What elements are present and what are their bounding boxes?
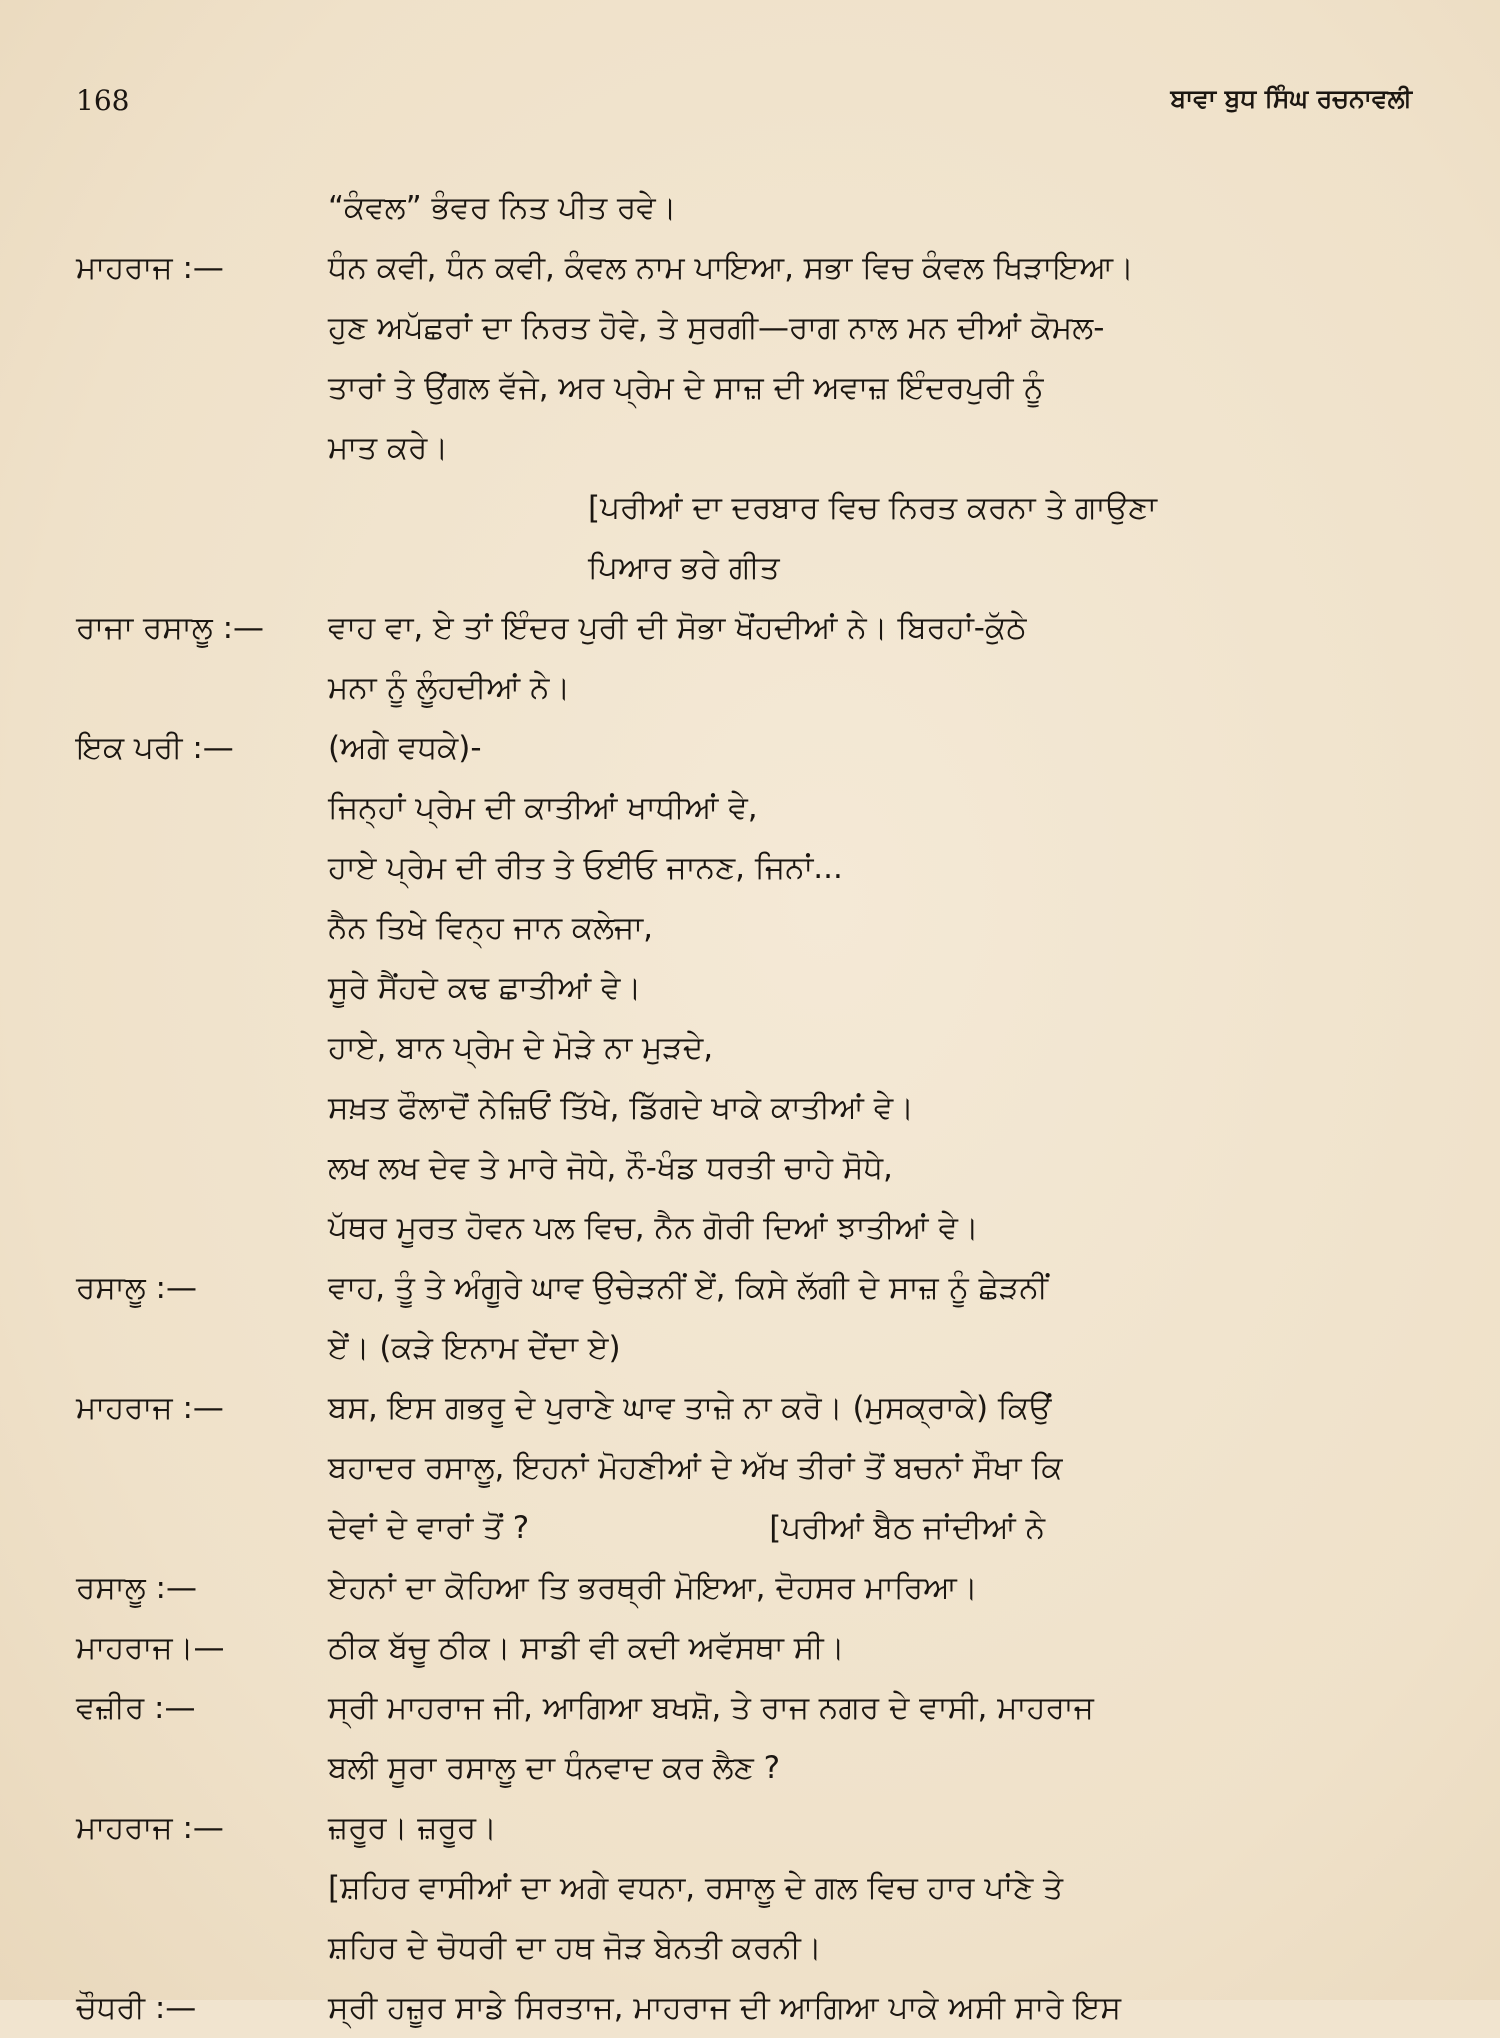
dialogue-line: ਵਾਹ ਵਾ, ਏ ਤਾਂ ਇੰਦਰ ਪੁਰੀ ਦੀ ਸੋਭਾ ਖੋਂਹਦੀਆਂ ਨੇ। ਬਿਰਹਾਂ-ਕੁੱਠੇ (328, 610, 1027, 646)
speaker-name: ਮਾਹਰਾਜ।— (76, 1630, 225, 1666)
speaker-name: ਚੌਧਰੀ :— (76, 1990, 197, 2026)
verse-line: ਨੈਨ ਤਿਖੇ ਵਿਨ੍ਹ ਜਾਨ ਕਲੇਜਾ, (328, 910, 653, 946)
dialogue-row (76, 238, 1412, 478)
dialogue-row (76, 1678, 1412, 1798)
dialogue-row (76, 1798, 1412, 1978)
verse-line: “ਕੰਵਲ” ਭੰਵਰ ਨਿਤ ਪੀਤ ਰਵੇ। (328, 190, 677, 226)
dialogue-row (76, 1378, 1412, 1558)
speaker-name: ਰਾਜਾ ਰਸਾਲੂ :— (76, 610, 265, 646)
dialogue-row (76, 1978, 1412, 2038)
play-text (76, 178, 1412, 2038)
speaker-name: ਰਸਾਲੂ :— (76, 1570, 197, 1606)
dialogue-line: ਬਸ, ਇਸ ਗਭਰੂ ਦੇ ਪੁਰਾਣੇ ਘਾਵ ਤਾਜ਼ੇ ਨਾ ਕਰੋ। (ਮੁਸਕ੍ਰਾਕੇ) ਕਿਉਂ (328, 1390, 1052, 1426)
dialogue-line: ਧੰਨ ਕਵੀ, ਧੰਨ ਕਵੀ, ਕੰਵਲ ਨਾਮ ਪਾਇਆ, ਸਭਾ ਵਿਚ ਕੰਵਲ ਖਿੜਾਇਆ। (328, 250, 1134, 286)
verse-line: ਜਿਨ੍ਹਾਂ ਪ੍ਰੇਮ ਦੀ ਕਾਤੀਆਂ ਖਾਧੀਆਂ ਵੇ, (328, 790, 758, 826)
verse-line: ਪੱਥਰ ਮੂਰਤ ਹੋਵਨ ਪਲ ਵਿਚ, ਨੈਨ ਗੋਰੀ ਦਿਆਂ ਝਾਤੀਆਂ ਵੇ। (328, 1210, 979, 1246)
dialogue-line: ਏਹਨਾਂ ਦਾ ਕੋਹਿਆ ਤਿ ਭਰਥ੍ਰੀ ਮੋਇਆ, ਦੋਹਸਰ ਮਾਰਿਆ। (328, 1570, 978, 1606)
dialogue-row (76, 598, 1412, 718)
stage-direction-line: ਪਿਆਰ ਭਰੇ ਗੀਤ (588, 550, 780, 586)
dialogue-line: ਸ੍ਰੀ ਮਾਹਰਾਜ ਜੀ, ਆਗਿਆ ਬਖਸ਼ੋ, ਤੇ ਰਾਜ ਨਗਰ ਦੇ ਵਾਸੀ, ਮਾਹਰਾਜ (328, 1690, 1094, 1726)
dialogue-line: ਬਲੀ ਸੂਰਾ ਰਸਾਲੂ ਦਾ ਧੰਨਵਾਦ ਕਰ ਲੈਣ ? (328, 1750, 781, 1786)
speaker-name: ਮਾਹਰਾਜ :— (76, 250, 224, 286)
dialogue-line: ਹੁਣ ਅਪੱਛਰਾਂ ਦਾ ਨਿਰਤ ਹੋਵੇ, ਤੇ ਸੁਰਗੀ—ਰਾਗ ਨਾਲ ਮਨ ਦੀਆਂ ਕੋਮਲ- (328, 310, 1105, 346)
running-title: ਬਾਵਾ ਬੁਧ ਸਿੰਘ ਰਚਨਾਵਲੀ (1170, 84, 1412, 113)
speaker-name: ਰਸਾਲੂ :— (76, 1270, 197, 1306)
dialogue-line: ਮਨਾ ਨੂੰ ਲੂੰਹਦੀਆਂ ਨੇ। (328, 670, 571, 706)
stage-direction (76, 478, 1412, 598)
verse-line: ਲਖ ਲਖ ਦੇਵ ਤੇ ਮਾਰੇ ਜੋਧੇ, ਨੌ-ਖੰਡ ਧਰਤੀ ਚਾਹੇ ਸੋਧੇ, (328, 1150, 893, 1186)
dialogue-line: ਤਾਰਾਂ ਤੇ ਉਂਗਲ ਵੱਜੇ, ਅਰ ਪ੍ਰੇਮ ਦੇ ਸਾਜ਼ ਦੀ ਅਵਾਜ਼ ਇੰਦਰਪੁਰੀ ਨੂੰ (328, 370, 1044, 406)
page-number: 168 (76, 84, 130, 117)
speaker-name: ਮਾਹਰਾਜ :— (76, 1810, 224, 1846)
stage-direction-line: [ਪਰੀਆਂ ਦਾ ਦਰਬਾਰ ਵਿਚ ਨਿਰਤ ਕਰਨਾ ਤੇ ਗਾਉਣਾ (588, 490, 1158, 526)
dialogue-row (76, 178, 1412, 238)
dialogue-line: (ਅਗੇ ਵਧਕੇ)- (328, 730, 482, 766)
dialogue-row (76, 718, 1412, 1258)
dialogue-line (328, 1498, 1412, 1558)
speaker-name: ਵਜ਼ੀਰ :— (76, 1690, 196, 1726)
verse-line: ਸਖ਼ਤ ਫੌਲਾਦੋਂ ਨੇਜ਼ਿਓਂ ਤਿੱਖੇ, ਡਿੱਗਦੇ ਖਾਕੇ ਕਾਤੀਆਂ ਵੇ। (328, 1090, 915, 1126)
speaker-name: ਇਕ ਪਰੀ :— (76, 730, 234, 766)
dialogue-line: ਬਹਾਦਰ ਰਸਾਲੂ, ਇਹਨਾਂ ਮੋਹਣੀਆਂ ਦੇ ਅੱਖ ਤੀਰਾਂ ਤੋਂ ਬਚਨਾਂ ਸੌਖਾ ਕਿ (328, 1450, 1063, 1486)
verse-line: ਹਾਏ ਪ੍ਰੇਮ ਦੀ ਰੀਤ ਤੇ ਓਈਓ ਜਾਨਣ, ਜਿਨਾਂ... (328, 850, 843, 886)
stage-direction-line: [ਸ਼ਹਿਰ ਵਾਸੀਆਂ ਦਾ ਅਗੇ ਵਧਨਾ, ਰਸਾਲੂ ਦੇ ਗਲ ਵਿਚ ਹਾਰ ਪਾਂਣੇ ਤੇ (328, 1870, 1064, 1906)
page-header (76, 84, 1412, 124)
dialogue-line: ਸ੍ਰੀ ਹਜ਼ੂਰ ਸਾਡੇ ਸਿਰਤਾਜ, ਮਾਹਰਾਜ ਦੀ ਆਗਿਆ ਪਾਕੇ ਅਸੀ ਸਾਰੇ ਇਸ (328, 1990, 1121, 2026)
stage-direction-line: ਸ਼ਹਿਰ ਦੇ ਚੋਧਰੀ ਦਾ ਹਥ ਜੋੜ ਬੇਨਤੀ ਕਰਨੀ। (328, 1930, 822, 1966)
dialogue-line: ਵਾਹ, ਤੂੰ ਤੇ ਅੰਗੂਰੇ ਘਾਵ ਉਚੇੜਨੀਂ ਏਂ, ਕਿਸੇ ਲੱਗੀ ਦੇ ਸਾਜ਼ ਨੂੰ ਛੇੜਨੀਂ (328, 1270, 1048, 1306)
dialogue-line: ਠੀਕ ਬੱਚੂ ਠੀਕ। ਸਾਡੀ ਵੀ ਕਦੀ ਅਵੱਸਥਾ ਸੀ। (328, 1630, 845, 1666)
dialogue-row (76, 1258, 1412, 1378)
verse-line: ਸੂਰੇ ਸੈਂਹਦੇ ਕਢ ਛਾਤੀਆਂ ਵੇ। (328, 970, 642, 1006)
dialogue-line: ਏਂ। (ਕੜੇ ਇਨਾਮ ਦੇਂਦਾ ਏ) (328, 1330, 621, 1366)
dialogue-line: ਮਾਤ ਕਰੇ। (328, 430, 449, 466)
dialogue-row (76, 1618, 1412, 1678)
dialogue-row (76, 1558, 1412, 1618)
verse-line: ਹਾਏ, ਬਾਨ ਪ੍ਰੇਮ ਦੇ ਮੋੜੇ ਨਾ ਮੁੜਦੇ, (328, 1030, 714, 1066)
speaker-name: ਮਾਹਰਾਜ :— (76, 1390, 224, 1426)
stage-direction-inline: [ਪਰੀਆਂ ਬੈਠ ਜਾਂਦੀਆਂ ਨੇ (769, 1510, 1046, 1546)
dialogue-line: ਜ਼ਰੂਰ। ਜ਼ਰੂਰ। (328, 1810, 497, 1846)
dialogue-line-text: ਦੇਵਾਂ ਦੇ ਵਾਰਾਂ ਤੋਂ ? (328, 1510, 530, 1546)
